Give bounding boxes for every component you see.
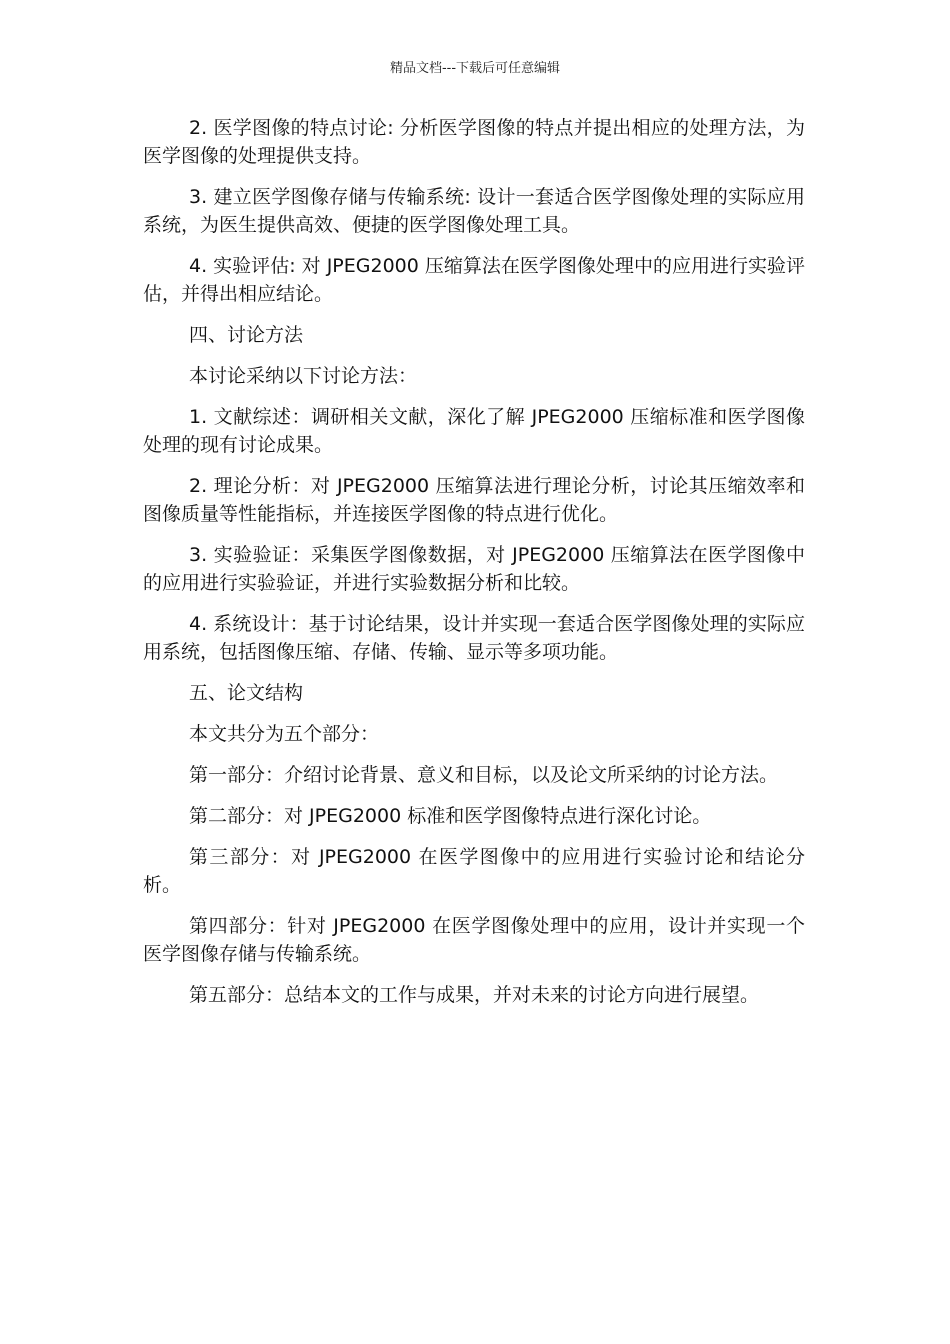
document-body	[143, 114, 805, 1022]
method-item-2: 2. 理论分析：对 JPEG2000 压缩算法进行理论分析，讨论其压缩效率和图像质量等性能指标，并连接医学图像的特点进行优化。	[143, 475, 805, 525]
page-header: 精品文档---下载后可任意编辑	[389, 61, 561, 76]
structure-part-2: 第二部分：对 JPEG2000 标准和医学图像特点进行深化讨论。	[189, 805, 712, 827]
structure-part-4: 第四部分：针对 JPEG2000 在医学图像处理中的应用，设计并实现一个医学图像存储与传输系统。	[143, 915, 805, 965]
method-item-3: 3. 实验验证：采集医学图像数据，对 JPEG2000 压缩算法在医学图像中的应用进行实验验证，并进行实验数据分析和比较。	[143, 544, 805, 594]
objective-item-2: 2. 医学图像的特点讨论: 分析医学图像的特点并提出相应的处理方法，为医学图像的处理提供支持。	[143, 117, 805, 167]
structure-part-3: 第三部分：对 JPEG2000 在医学图像中的应用进行实验讨论和结论分析。	[143, 846, 805, 896]
structure-part-5: 第五部分：总结本文的工作与成果，并对未来的讨论方向进行展望。	[189, 984, 760, 1006]
method-item-1: 1. 文献综述：调研相关文献，深化了解 JPEG2000 压缩标准和医学图像处理的现有讨论成果。	[143, 406, 805, 456]
section-heading-methods: 四、讨论方法	[189, 324, 304, 346]
structure-intro: 本文共分为五个部分：	[189, 723, 380, 745]
section-heading-structure: 五、论文结构	[189, 682, 304, 704]
objective-item-4: 4. 实验评估: 对 JPEG2000 压缩算法在医学图像处理中的应用进行实验评估，并得出相应结论。	[143, 255, 805, 305]
structure-part-1: 第一部分：介绍讨论背景、意义和目标，以及论文所采纳的讨论方法。	[189, 764, 779, 786]
methods-intro: 本讨论采纳以下讨论方法：	[189, 365, 418, 387]
objective-item-3: 3. 建立医学图像存储与传输系统: 设计一套适合医学图像处理的实际应用系统，为医生提供高效、便捷的医学图像处理工具。	[143, 186, 805, 236]
method-item-4: 4. 系统设计：基于讨论结果，设计并实现一套适合医学图像处理的实际应用系统，包括图像压缩、存储、传输、显示等多项功能。	[143, 613, 805, 663]
